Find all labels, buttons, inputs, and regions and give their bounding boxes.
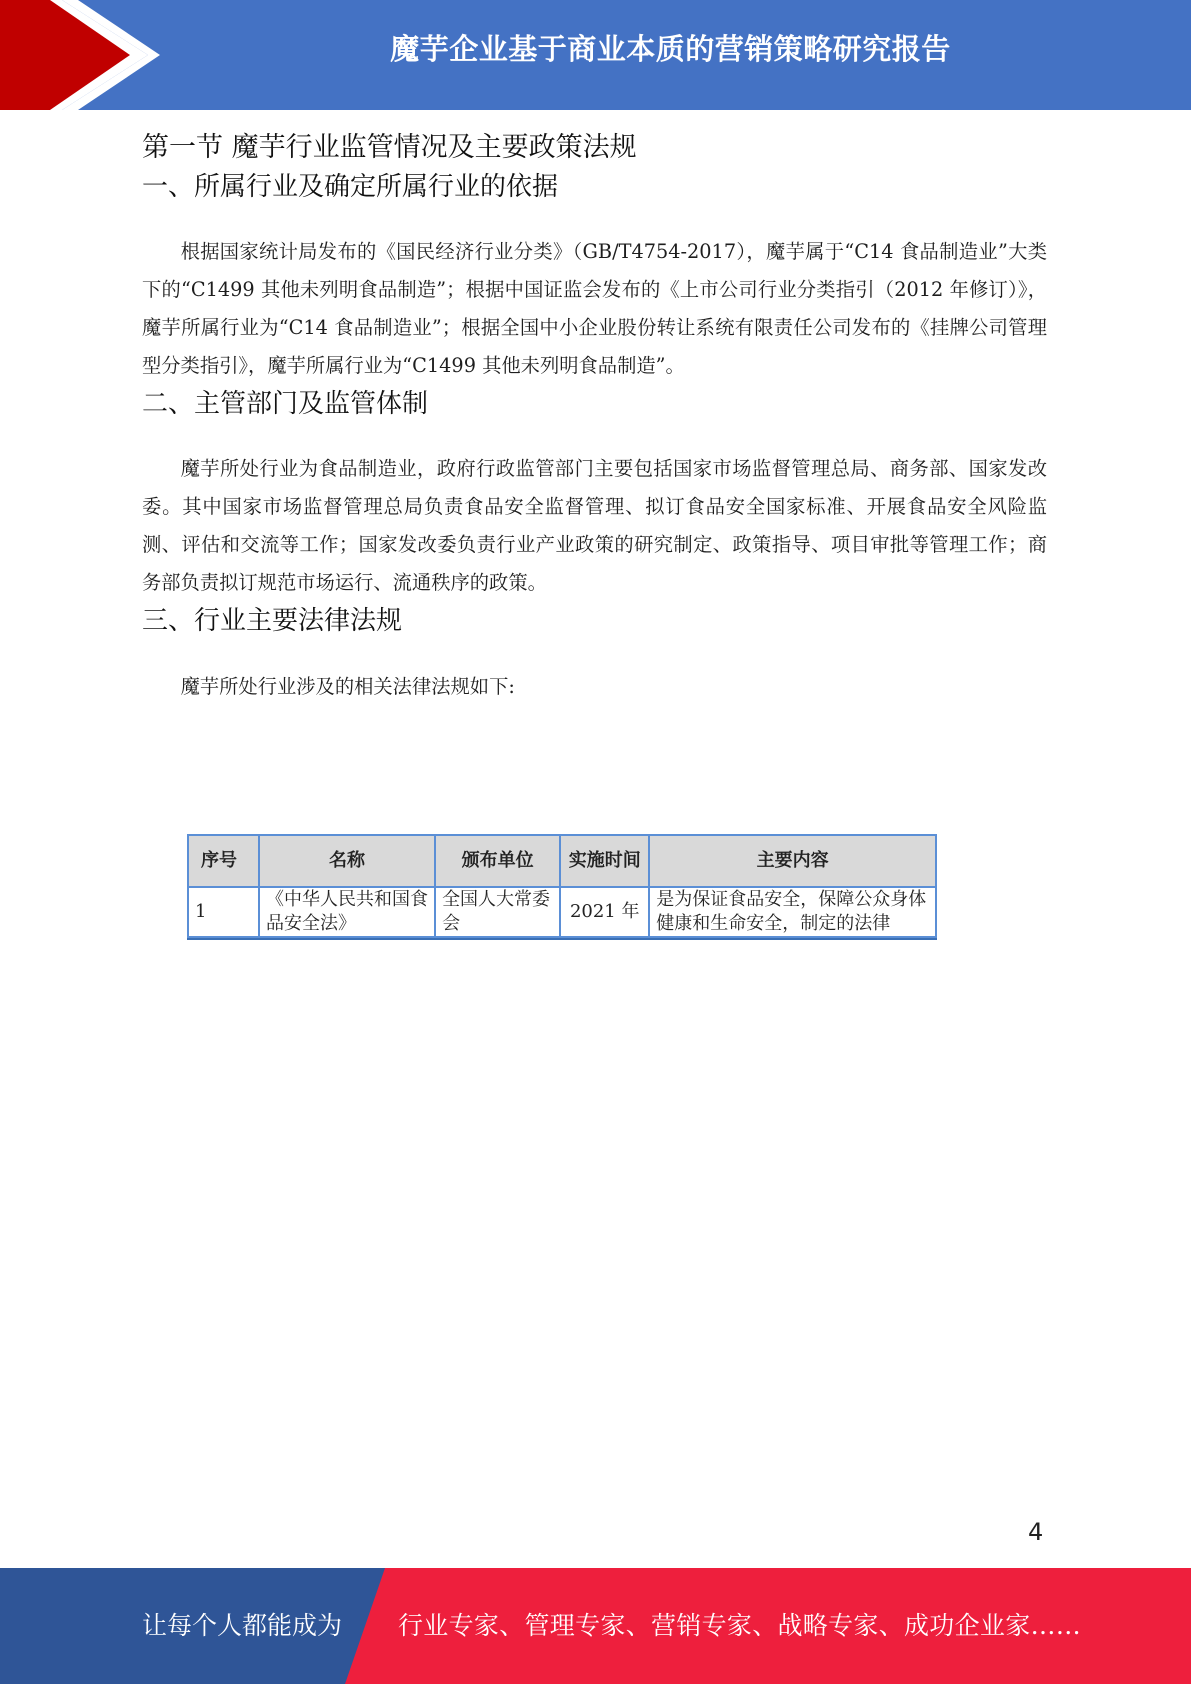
table-header-cell: 颁布单位: [435, 835, 560, 887]
table-cell: 《中华人民共和国食品安全法》: [259, 887, 435, 937]
table-cell: 全国人大常委会: [435, 887, 560, 937]
table-header-row: [188, 835, 936, 887]
heading-laws-regulations: 三、行业主要法律法规: [142, 606, 403, 636]
paragraph-regulatory-authorities: 魔芋所处行业为食品制造业，政府行政监管部门主要包括国家市场监督管理总局、商务部、国家发改委。其中国家市场监督管理总局负责食品安全监督管理、拟订食品安全国家标准、开展食品安全风险监测、评估和交流等工作；国家发改委负责行业产业政策的研究制定、政策指导、项目审批等管理工作；商务部负责拟订规范市场运行、流通秩序的政策。: [142, 457, 1047, 594]
footer-banner: [0, 1568, 1191, 1684]
table-row: [188, 887, 936, 937]
laws-table: [187, 834, 937, 938]
header-red-arrow-decoration: [0, 0, 160, 110]
table-header-cell: 名称: [259, 835, 435, 887]
footer-slogan-right: 行业专家、管理专家、营销专家、战略专家、成功企业家……: [398, 1611, 1082, 1640]
section-title: 第一节 魔芋行业监管情况及主要政策法规: [142, 132, 637, 163]
paragraph-laws-intro: 魔芋所处行业涉及的相关法律法规如下:: [180, 675, 515, 698]
main-content: [142, 128, 1047, 706]
table-header-cell: 实施时间: [560, 835, 649, 887]
heading-industry-classification: 一、所属行业及确定所属行业的依据: [142, 172, 559, 202]
table-cell: 1: [188, 887, 259, 937]
header-banner: [0, 0, 1191, 110]
table-cell: 是为保证食品安全，保障公众身体健康和生命安全，制定的法律: [649, 887, 936, 937]
heading-regulatory-authorities: 二、主管部门及监管体制: [142, 389, 429, 419]
footer-slogan-left: 让每个人都能成为: [142, 1611, 343, 1640]
page-number: 4: [1028, 1518, 1044, 1546]
table-cell: 2021 年: [560, 887, 649, 937]
paragraph-industry-classification: 根据国家统计局发布的《国民经济行业分类》（GB/T4754-2017），魔芋属于“C14 食品制造业”大类下的“C1499 其他未列明食品制造”；根据中国证监会发布的《上市公司行业分类指引（2012 年修订）》，魔芋所属行业为“C14 食品制造业”；根据全国中小企业股份转让系统有限责任公司发布的《挂牌公司管理型分类指引》，魔芋所属行业为“C1499 其他未列明食品制造”。: [142, 240, 1047, 377]
table-header-cell: 序号: [188, 835, 259, 887]
report-title: 魔芋企业基于商业本质的营销策略研究报告: [390, 32, 951, 66]
table-header-cell: 主要内容: [649, 835, 936, 887]
